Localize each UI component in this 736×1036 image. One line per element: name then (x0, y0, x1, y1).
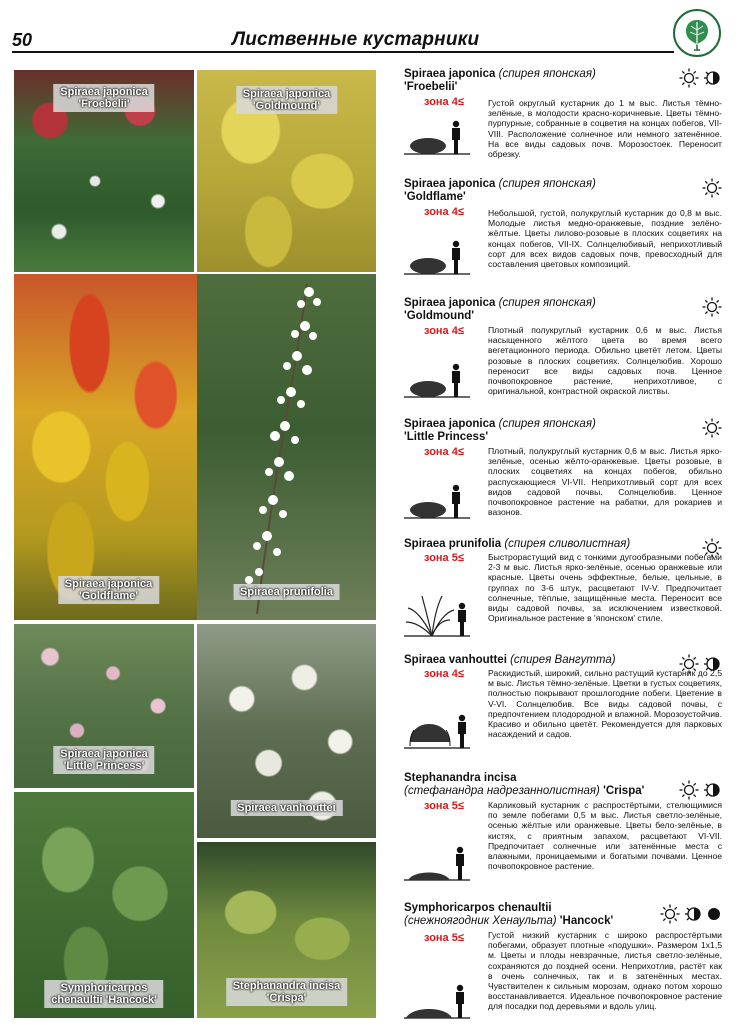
photo-caption: Spiraea japonica 'Froebelii' (53, 84, 154, 112)
photo-crispa (197, 842, 376, 1018)
entry-title: Spiraea prunifolia (спирея сливолистная) (404, 538, 631, 550)
entry-cultivar: 'Goldflame' (404, 191, 466, 203)
entry-title: Spiraea japonica (спирея японская) (404, 178, 596, 190)
shade-icon (706, 904, 722, 924)
entry-description: Плотный, полукруглый кустарник 0,6 м выс. Листья ярко-зелёные, осенью жёлто-оранжевые. Цветы розовые, в плоских соцветиях на концах побегов, обильно распускающиеся VI-VII. Неприхотливый сорт для всех видов садовой почвы. Солнцелюбив. Ценное почвопокровное растение на рабатки, для рокариев и вазонов. (488, 446, 722, 518)
photo-caption: Spiraea japonica 'Goldmound' (236, 86, 337, 114)
entry-cultivar: 'Goldmound' (404, 310, 474, 322)
photo-caption: Spiraea japonica 'Little Princess' (53, 746, 154, 774)
sun-icon (702, 297, 722, 317)
entry-title: Stephanandra incisa (404, 772, 517, 784)
entry-title: Symphoricarpos chenaultii (404, 902, 552, 914)
page-title: Лиственные кустарники (232, 29, 480, 50)
entry-hancock (404, 902, 722, 1030)
entry-title-line2: (снежноягодник Хенаульта) 'Hancock' (404, 915, 614, 927)
photo-caption: Symphoricarpos chenaultii 'Hancock' (44, 980, 163, 1008)
entry-description: Густой округлый кустарник до 1 м выс. Листья тёмно-зелёные, в молодости красно-коричневые. Цветы тёмно-пурпурные, собранные в соцветия на концах побегов, VII-VIII. Расположение солнечное или немного затенённое. На все виды садовых почв. Морозостоек. Переносит обрезку. (488, 98, 722, 160)
zone-label: зона 5≤ (424, 800, 464, 812)
shrub-size-figure-icon (404, 702, 470, 750)
photo-caption: Spiraea vanhouttei (230, 800, 342, 816)
entry-description: Карликовый кустарник с распростёртыми, стелющимися по земле побегами 0,5 м выс. Листья светло-зелёные, осенью жёлтые или оранжевые. Цветы бело-зелёные, в кистях, с приятным запахом, расцветают VI-VII. Предпочитает солнечные или затенённые места с влажными, проницаемыми и богатыми почвами. Ценное почвопокровное растение. (488, 800, 722, 872)
shrub-size-figure-icon (404, 116, 470, 156)
photo-prunifolia (197, 274, 376, 620)
shrub-size-figure-icon (404, 590, 470, 638)
light-icons (702, 297, 722, 317)
sun-icon (679, 780, 699, 800)
entry-title: Spiraea japonica (спирея японская) (404, 418, 596, 430)
sun-icon (660, 904, 680, 924)
zone-label: зона 4≤ (424, 96, 464, 108)
photo-caption: Spiraea prunifolia (233, 584, 340, 600)
light-icons (702, 418, 722, 438)
photo-goldflame (14, 274, 203, 620)
blossom-branch-illustration (197, 274, 376, 620)
entry-description: Небольшой, густой, полукруглый кустарник до 0,8 м выс. Молодые листья медно-оранжевые, поздние зелёно-жёлтые. Цветы лилово-розовые в плоских соцветиях на концах побегов, VII-IX. Солнцелюбивый, неприхотливый сорт для всех видов садовых почв, превосходный для составления цветовых композиций. (488, 208, 722, 270)
zone-label: зона 5≤ (424, 552, 464, 564)
light-icons (679, 68, 722, 88)
photo-vanhouttei (197, 624, 376, 838)
entry-title-line2: (стефанандра надрезаннолистная) 'Crispa' (404, 785, 645, 797)
shrub-size-figure-icon (404, 980, 470, 1020)
entry-description: Раскидистый, широкий, сильно растущий кустарник до 2,5 м выс. Листья тёмно-зелёные. Цветки в густых соцветиях, полностью покрывают прошлогодние побеги. Цветение в V-VI. Солнцелюбив. Все виды садовой почвы, с предпочтением плодородной и влажной. Морозоустойчив. Красиво и обильно цветёт. Рекомендуется для парковых насаждений и садов. (488, 668, 722, 740)
photo-hancock (14, 792, 194, 1018)
zone-label: зона 4≤ (424, 668, 464, 680)
shrub-size-figure-icon (404, 480, 470, 520)
photo-little-princess (14, 624, 194, 788)
photo-caption: Spiraea japonica 'Goldflame' (58, 576, 159, 604)
sun-icon (702, 178, 722, 198)
entry-title: Spiraea vanhouttei (спирея Вангутта) (404, 654, 616, 666)
photo-goldmound (197, 70, 376, 272)
entry-description: Быстрорастущий вид с тонкими дугообразными побегами 2-3 м выс. Листья ярко-зелёные, осенью оранжевые или красные. Цветы очень эффектные, белые, цельные, в группах по 3-6 штук, расцветают IV-V. Предпочитает солнечные, тёплые, защищённые места. Переносит все виды садовой почвы, за исключением известковой. Оригинальное растение в 'японском' стиле. (488, 552, 722, 624)
entry-goldmound (404, 297, 722, 409)
light-icons (660, 904, 722, 924)
half-shade-icon (702, 780, 722, 800)
zone-label: зона 5≤ (424, 932, 464, 944)
entry-froebelii (404, 68, 722, 180)
zone-label: зона 4≤ (424, 206, 464, 218)
sun-icon (702, 418, 722, 438)
light-icons (702, 178, 722, 198)
photo-froebelii (14, 70, 194, 272)
entry-title: Spiraea japonica (спирея японская) (404, 68, 596, 80)
photo-caption: Stephanandra incisa 'Crispa' (226, 978, 348, 1006)
half-shade-icon (683, 904, 703, 924)
shrub-size-figure-icon (404, 236, 470, 276)
entry-cultivar: 'Little Princess' (404, 431, 489, 443)
entry-description: Плотный полукруглый кустарник 0,6 м выс. Листья насыщенного жёлтого цвета во время всего вегетационного периода. Обильно цветёт летом. Цветы розовые в плоских соцветиях. Солнцелюбив. Хорошо переносит все виды садовых почв. Ценное почвопокровное растение, неприхотливое, с оригинальной, контрастной окраской листвы. (488, 325, 722, 397)
entry-goldflame (404, 178, 722, 290)
shrub-size-figure-icon (404, 842, 470, 882)
page-number: 50 (12, 30, 33, 50)
sun-icon (679, 68, 699, 88)
header-rule (12, 51, 674, 53)
entry-cultivar: 'Froebelii' (404, 81, 458, 93)
entry-vanhouttei (404, 654, 722, 764)
entry-description: Густой низкий кустарник с широко распростёртыми побегами, образует плотные «подушки». Размером 1х1,5 м. Цветы и плоды невзрачные, листья светло-зелёные, сохраняются до поздней осени. Неприхотлив, растёт как в очень солнечных, так и в затенённых местах. Чувствителен к сильным морозам, однако потом хорошо восстанавливается. Идеальное почвопокровное растение для посадки под деревьями и вдоль улиц. (488, 930, 722, 1012)
entry-little-princess (404, 418, 722, 530)
entry-title: Spiraea japonica (спирея японская) (404, 297, 596, 309)
light-icons (679, 780, 722, 800)
zone-label: зона 4≤ (424, 325, 464, 337)
zone-label: зона 4≤ (424, 446, 464, 458)
leaf-logo-icon (672, 8, 722, 58)
entry-prunifolia (404, 538, 722, 650)
entry-crispa (404, 772, 722, 884)
shrub-size-figure-icon (404, 359, 470, 399)
half-shade-icon (702, 68, 722, 88)
